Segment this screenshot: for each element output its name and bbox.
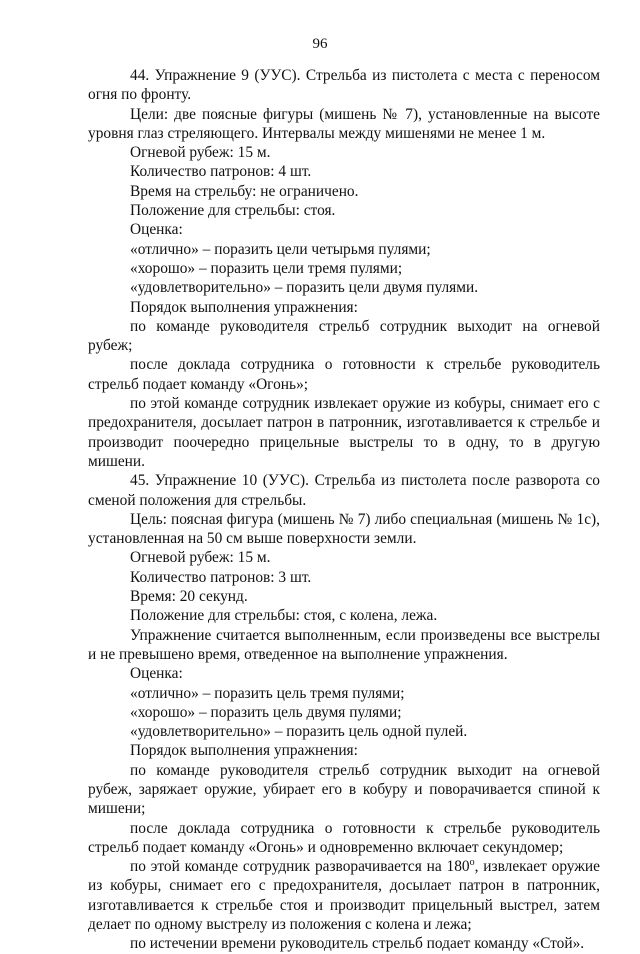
exercise-10-step-3-part-b: , извлекает оружие из кобуры, снимает его с предохранителя, досылает патрон в патронник, изготавливается к стрельбе стоя и производит прицельный выстрел, затем делает по одному выстрелу из положения с колена и лежа; <box>88 858 601 934</box>
exercise-10-completion: Упражнение считается выполненным, если произведены все выстрелы и не превышено время, отведенное на выполнение упражнения. <box>88 626 600 663</box>
exercise-10-rounds: Количество патронов: 3 шт. <box>130 568 312 586</box>
exercise-9-grade-satisfactory: «удовлетворительно» – поразить цели двумя пулями. <box>130 279 479 297</box>
exercise-9-grading-label: Оценка: <box>130 221 183 239</box>
exercise-10-grade-satisfactory: «удовлетворительно» – поразить цель одной пулей. <box>130 723 468 741</box>
exercise-10-grade-excellent: «отлично» – поразить цель тремя пулями; <box>130 684 405 702</box>
exercise-9-grade-good: «хорошо» – поразить цели тремя пулями; <box>130 259 403 277</box>
degree-mark: o <box>469 857 475 869</box>
exercise-10-time: Время: 20 секунд. <box>130 588 248 606</box>
exercise-10-step-3 <box>88 857 600 934</box>
exercise-9-targets: Цели: две поясные фигуры (мишень № 7), установленные на высоте уровня глаз стреляющего. Интервалы между мишенями не менее 1 м. <box>88 105 600 142</box>
exercise-10-grading-label: Оценка: <box>130 665 183 683</box>
exercise-10-procedure-label: Порядок выполнения упражнения: <box>130 742 358 760</box>
exercise-10-heading: 45. Упражнение 10 (УУС). Стрельба из пистолета после разворота со сменой положения для стрельбы. <box>88 472 600 509</box>
exercise-9-time: Время на стрельбу: не ограничено. <box>130 182 359 200</box>
exercise-9-range: Огневой рубеж: 15 м. <box>130 144 271 162</box>
exercise-9-step-1: по команде руководителя стрельб сотрудник выходит на огневой рубеж; <box>88 317 600 355</box>
exercise-9-position: Положение для стрельбы: стоя. <box>130 202 336 220</box>
document-body <box>88 66 600 954</box>
exercise-10-step-3-part-a: по этой команде сотрудник разворачивается на 180 <box>130 858 470 876</box>
exercise-9-heading: 44. Упражнение 9 (УУС). Стрельба из пистолета с места с переносом огня по фронту. <box>88 67 600 104</box>
exercise-10-step-4: по истечении времени руководитель стрельб подает команду «Стой». <box>130 935 585 953</box>
exercise-9-step-3: по этой команде сотрудник извлекает оружие из кобуры, снимает его с предохранителя, досылает патрон в патронник, изготавливается к стрельбе и производит поочередно прицельные выстрелы то в одну, то в другую мишени. <box>88 395 600 470</box>
exercise-9-procedure-label: Порядок выполнения упражнения: <box>130 298 358 316</box>
exercise-10-position: Положение для стрельбы: стоя, с колена, лежа. <box>130 607 438 625</box>
exercise-10-range: Огневой рубеж: 15 м. <box>130 549 271 567</box>
exercise-9-rounds: Количество патронов: 4 шт. <box>130 163 312 181</box>
page-number: 96 <box>312 36 328 52</box>
exercise-9-step-2: после доклада сотрудника о готовности к стрельбе руководитель стрельб подает команду «Огонь»; <box>88 356 600 393</box>
exercise-10-step-2: после доклада сотрудника о готовности к стрельбе руководитель стрельб подает команду «Огонь» и одновременно включает секундомер; <box>88 819 600 856</box>
exercise-10-target: Цель: поясная фигура (мишень № 7) либо специальная (мишень № 1с), установленная на 50 см выше поверхности земли. <box>88 510 600 548</box>
exercise-10-step-1: по команде руководителя стрельб сотрудник выходит на огневой рубеж, заряжает оружие, убирает его в кобуру и поворачивается спиной к мишени; <box>88 761 600 818</box>
exercise-9-grade-excellent: «отлично» – поразить цели четырьмя пулями; <box>130 240 431 258</box>
exercise-10-grade-good: «хорошо» – поразить цель двумя пулями; <box>130 703 402 721</box>
